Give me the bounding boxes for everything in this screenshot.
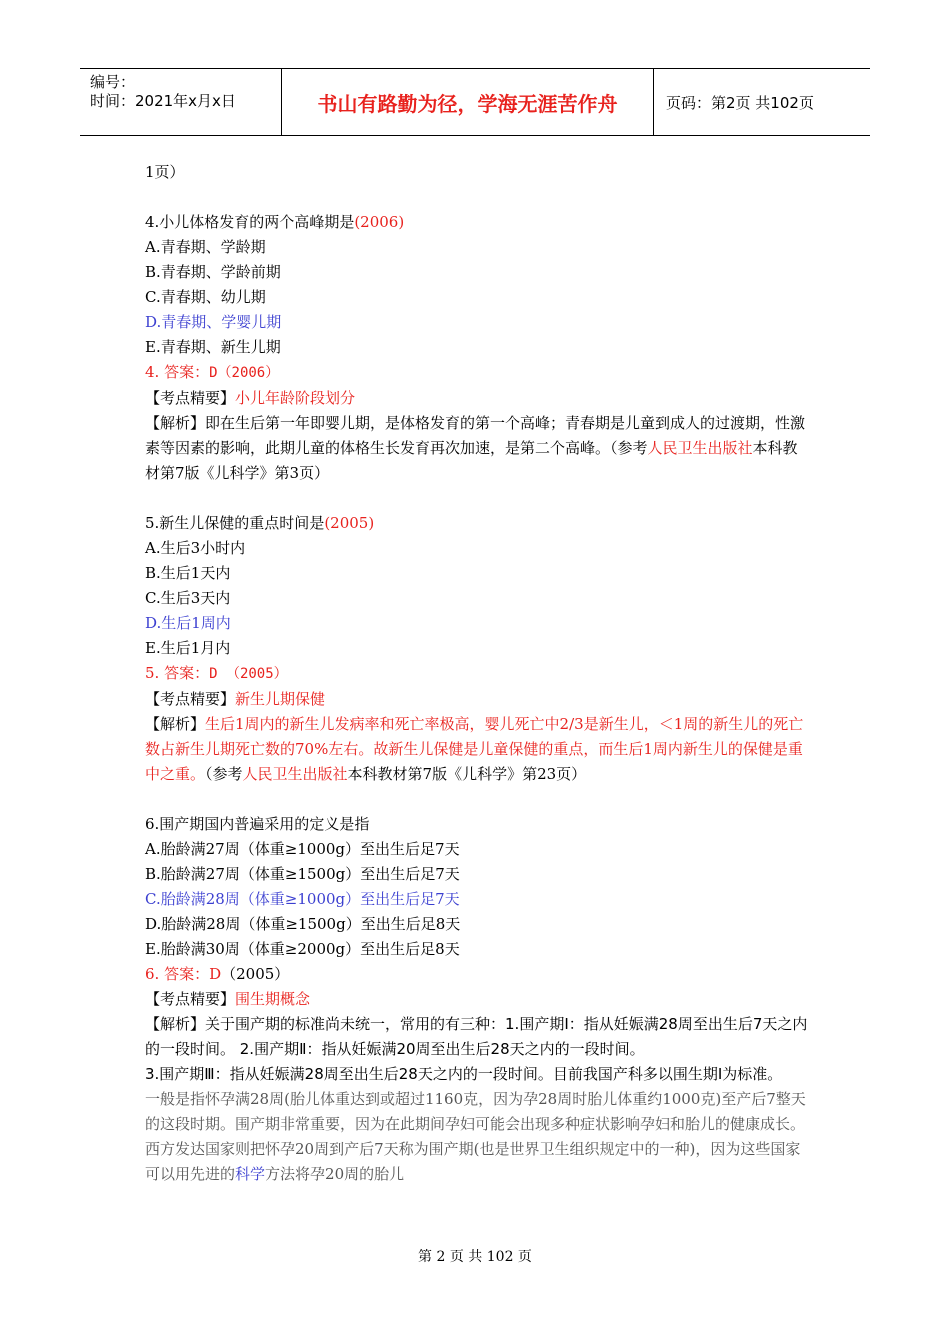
q6-answer: 6. 答案：D（2005） xyxy=(145,965,290,983)
document-body xyxy=(145,160,810,1187)
q6-analysis: 【解析】关于围产期的标准尚未统一，常用的有三种：1.围产期Ⅰ：指从妊娠满28周至出生后7天之内的一段时间。 2.围产期Ⅱ：指从妊娠满20周至出生后28天之内的一段时间。 xyxy=(145,1015,808,1058)
header-meta xyxy=(80,69,282,135)
q6-key-point: 【考点精要】围生期概念 xyxy=(145,990,311,1008)
q4-key-point: 【考点精要】小儿年龄阶段划分 xyxy=(145,389,356,407)
q6-analysis-detail: 一般是指怀孕满28周(胎儿体重达到或超过1160克，因为孕28周时胎儿体重约1000克)至产后7整天的这段时期。围产期非常重要，因为在此期间孕妇可能会出现多种症状影响孕妇和胎儿的健康成长。西方发达国家则把怀孕20周到产后7天称为围产期(也是世界卫生组织规定中的一种)，因为这些国家可以用先进的科学方法将孕20周的胎儿 xyxy=(145,1090,806,1183)
page-footer: 第 2 页 共 102 页 xyxy=(418,1249,532,1265)
q5-answer: 5. 答案：D （2005） xyxy=(145,664,288,682)
q5-stem: 5.新生儿保健的重点时间是(2005) xyxy=(145,514,375,532)
q5-ref-publisher: 人民卫生出版社 xyxy=(242,765,348,783)
science-link[interactable]: 科学 xyxy=(235,1165,266,1183)
q4-year: (2006) xyxy=(354,213,405,231)
q5-option-b: B.生后1天内 xyxy=(145,564,231,582)
q4-answer: 4. 答案：D（2006） xyxy=(145,363,280,381)
q6-analysis-cont: 3.围产期Ⅲ：指从妊娠满28周至出生后28天之内的一段时间。目前我国产科多以围生期Ⅰ为标准。 xyxy=(145,1065,783,1083)
q6-option-b: B.胎龄满27周（体重≥1500g）至出生后足7天 xyxy=(145,865,460,883)
q4-ref-publisher: 人民卫生出版社 xyxy=(647,439,753,457)
q4-option-b: B.青春期、学龄前期 xyxy=(145,263,281,281)
continued-text: 1页） xyxy=(145,163,185,181)
page-header xyxy=(80,68,870,136)
q5-option-e: E.生后1月内 xyxy=(145,639,231,657)
q4-analysis: 【解析】即在生后第一年即婴儿期，是体格发育的第一个高峰；青春期是儿童到成人的过渡期，性激素等因素的影响，此期儿童的体格生长发育再次加速，是第二个高峰。（参考人民卫生出版社本科教材第7版《儿科学》第3页） xyxy=(145,414,806,482)
q5-analysis: 【解析】生后1周内的新生儿发病率和死亡率极高，婴儿死亡中2/3是新生儿，＜1周的新生儿的死亡数占新生儿期死亡数的70%左右。故新生儿保健是儿童保健的重点，而生后1周内新生儿的保健是重中之重。（参考人民卫生出版社本科教材第7版《儿科学》第23页） xyxy=(145,715,804,783)
q6-option-c: C.胎龄满28周（体重≥1000g）至出生后足7天 xyxy=(145,890,460,908)
header-page-info: 页码：第2页 共102页 xyxy=(666,93,814,112)
header-time-label: 时间：2021年x月x日 xyxy=(90,92,236,110)
q5-option-a: A.生后3小时内 xyxy=(145,539,246,557)
q5-key-point: 【考点精要】新生儿期保健 xyxy=(145,690,326,708)
q4-option-a: A.青春期、学龄期 xyxy=(145,238,266,256)
q5-option-d: D.生后1周内 xyxy=(145,614,231,632)
q6-option-a: A.胎龄满27周（体重≥1000g）至出生后足7天 xyxy=(145,840,460,858)
header-number-label: 编号： xyxy=(90,73,136,91)
q6-option-d: D.胎龄满28周（体重≥1500g）至出生后足8天 xyxy=(145,915,461,933)
q5-year: (2005) xyxy=(324,514,375,532)
q4-option-e: E.青春期、新生儿期 xyxy=(145,338,281,356)
q4-option-c: C.青春期、幼儿期 xyxy=(145,288,266,306)
q6-option-e: E.胎龄满30周（体重≥2000g）至出生后足8天 xyxy=(145,940,460,958)
q4-option-d: D.青春期、学婴儿期 xyxy=(145,313,282,331)
header-motto: 书山有路勤为径，学海无涯苦作舟 xyxy=(282,69,654,135)
q4-stem: 4.小儿体格发育的两个高峰期是(2006) xyxy=(145,213,405,231)
q6-stem: 6.围产期国内普遍采用的定义是指 xyxy=(145,815,370,833)
q5-option-c: C.生后3天内 xyxy=(145,589,231,607)
